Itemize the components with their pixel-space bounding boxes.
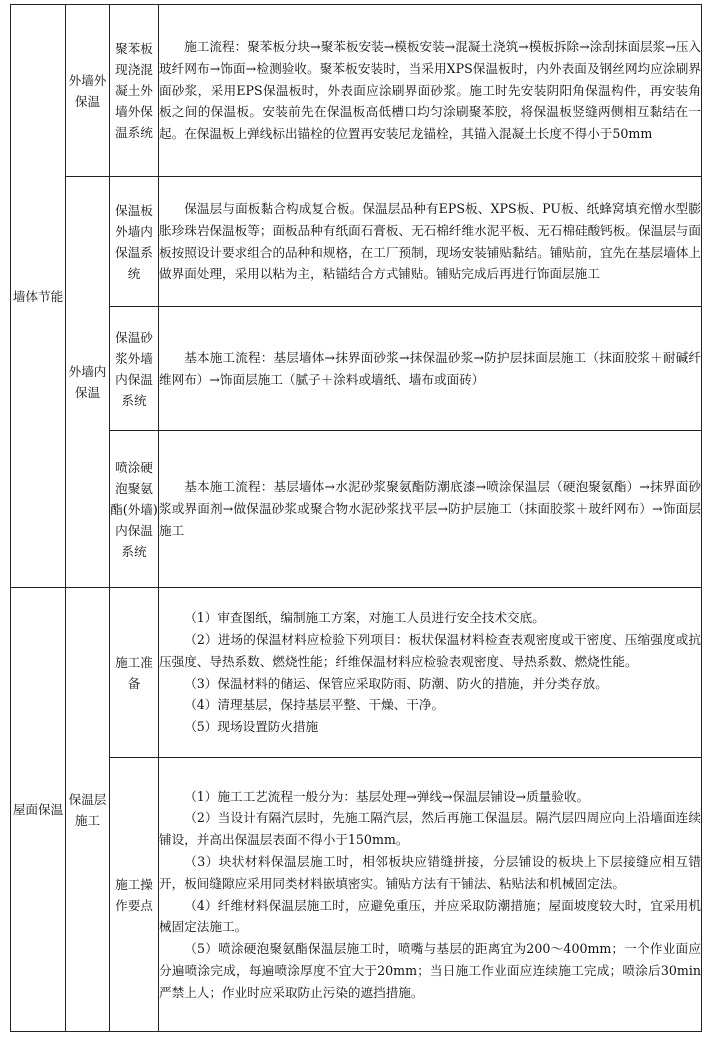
construction-spec-table <box>10 4 702 1032</box>
list-item: （3）块状材料保温层施工时，相邻板块应错缝拼接，分层铺设的板块上下层接缝应相互错开，板间缝隙应采用同类材料嵌填密实。铺贴方法有干铺法、粘贴法和机械固定法。 <box>159 853 701 891</box>
content-cell-mortar <box>159 307 702 431</box>
list-item: （5）现场设置防火措施 <box>184 719 319 735</box>
content-cell-ops <box>159 758 702 1032</box>
list-item: （5）喷涂硬泡聚氨酯保温层施工时，喷嘴与基层的距离宜为200～400mm；一个作业面应分遍喷涂完成，每遍喷涂厚度不宜大于20mm；当日施工作业面应连续施工完成；喷涂后30min严禁上人；作业时应采取防止污染的遮挡措施。 <box>159 941 701 1000</box>
list-item: （2）进场的保温材料应检验下列项目：板状保温材料检查表观密度或干密度、压缩强度或抗压强度、导热系数、燃烧性能；纤维保温材料应检验表观密度、导热系数、燃烧性能。 <box>159 631 701 669</box>
category-cell-wall: 墙体节能 <box>11 5 66 588</box>
content-text: 基本施工流程：基层墙体→水泥砂浆聚氨酯防潮底漆→喷涂保温层（硬泡聚氨酯）→抹界面砂浆或界面剂→做保温砂浆或聚合物水泥砂浆找平层→防护层施工（抹面胶浆＋玻纤网布）→饰面层施工 <box>159 479 701 538</box>
table-row <box>11 431 702 588</box>
content-cell-prep <box>159 588 702 758</box>
content-cell-polystyrene <box>159 5 702 177</box>
item-cell-mortar: 保温砂浆外墙内保温系统 <box>110 307 159 431</box>
subcategory-cell-external: 外墙外保温 <box>66 5 110 177</box>
list-item: （4）清理基层，保持基层平整、干燥、干净。 <box>184 697 445 713</box>
content-text: 保温层与面板黏合构成复合板。保温层品种有EPS板、XPS板、PU板、纸蜂窝填充憎水型膨胀珍珠岩保温板等；面板品种有纸面石膏板、无石棉纤维水泥平板、无石棉硅酸钙板。保温层与面板按照设计要求组合的品种和规格，在工厂预制，现场安装铺贴黏结。铺贴前，宜先在基层墙体上做界面处理，采用以粘为主，粘锚结合方式铺贴。铺贴完成后再进行饰面层施工 <box>159 200 701 282</box>
subcategory-cell-insulation-layer: 保温层施工 <box>66 588 110 1032</box>
list-item: （3）保温材料的储运、保管应采取防雨、防潮、防火的措施，并分类存放。 <box>184 675 608 691</box>
list-item: （4）纤维材料保温层施工时，应避免重压，并应采取防潮措施；屋面坡度较大时，宜采用机械固定法施工。 <box>159 897 701 935</box>
content-cell-board <box>159 177 702 307</box>
list-item: （1）施工工艺流程一般分为：基层处理→弹线→保温层铺设→质量验收。 <box>184 788 590 804</box>
subcategory-cell-internal: 外墙内保温 <box>66 177 110 588</box>
table-row <box>11 5 702 177</box>
item-cell-spray: 喷涂硬泡聚氨酯(外墙)内保温系统 <box>110 431 159 588</box>
content-text: 施工流程：聚苯板分块→聚苯板安装→模板安装→混凝土浇筑→模板拆除→涂刮抹面层浆→压入玻纤网布→饰面→检测验收。聚苯板安装时，当采用XPS保温板时，内外表面及钢丝网均应涂刷界面砂浆，采用EPS保温板时，外表面应涂刷界面砂浆。施工时先安装阴阳角保温构件，再安装角板之间的保温板。安装前先在保温板高低槽口均匀涂刷聚苯胶，将保温板竖缝两侧相互黏结在一起。在保温板上弹线标出锚栓的位置再安装尼龙锚栓，其锚入混凝土长度不得小于50mm <box>159 39 701 142</box>
item-cell-ops: 施工操作要点 <box>110 758 159 1032</box>
item-cell-board: 保温板外墙内保温系统 <box>110 177 159 307</box>
content-text: 基本施工流程：基层墙体→抹界面砂浆→抹保温砂浆→防护层抹面层施工（抹面胶浆＋耐碱纤维网布）→饰面层施工（腻子＋涂料或墙纸、墙布或面砖） <box>159 349 701 387</box>
table-row <box>11 758 702 1032</box>
table-row <box>11 177 702 307</box>
list-item: （1）审查图纸，编制施工方案，对施工人员进行安全技术交底。 <box>184 610 545 626</box>
item-cell-polystyrene: 聚苯板现浇混凝土外墙外保温系统 <box>110 5 159 177</box>
item-cell-prep: 施工准备 <box>110 588 159 758</box>
category-cell-roof: 屋面保温 <box>11 588 66 1032</box>
table-row <box>11 307 702 431</box>
list-item: （2）当设计有隔汽层时，先施工隔汽层，然后再施工保温层。隔汽层四周应向上沿墙面连续铺设，并高出保温层表面不得小于150mm。 <box>159 810 701 848</box>
content-cell-spray <box>159 431 702 588</box>
table-row <box>11 588 702 758</box>
